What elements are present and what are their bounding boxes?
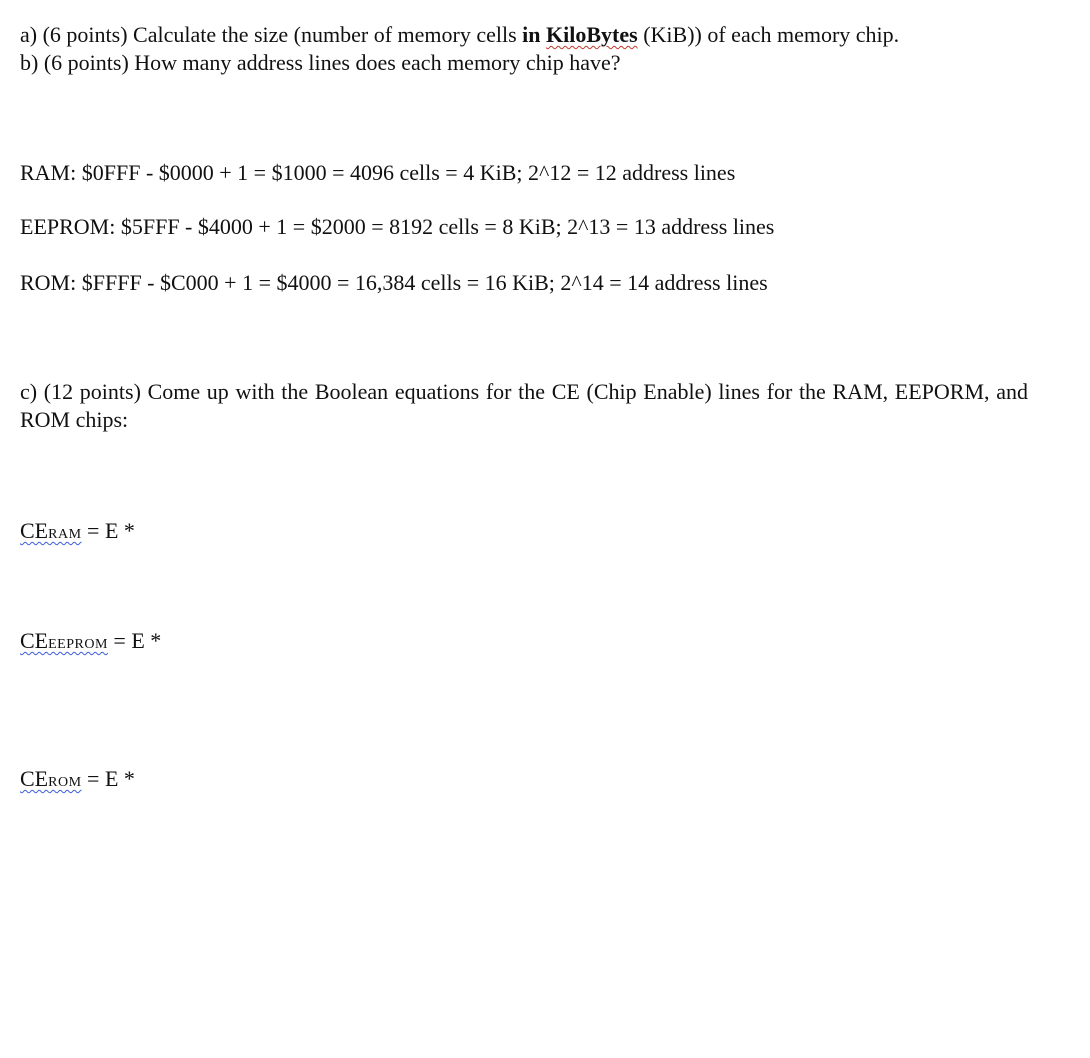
- question-a-prefix: a) (6 points) Calculate the size (number of memory cells: [20, 22, 523, 47]
- ce-rom-ce: CE: [20, 766, 49, 791]
- answer-eeprom: EEPROM: $5FFF - $4000 + 1 = $2000 = 8192 cells = 8 KiB; 2^13 = 13 address lines: [20, 214, 775, 239]
- ce-rom-label: [20, 766, 82, 791]
- answer-ram: RAM: $0FFF - $0000 + 1 = $1000 = 4096 cells = 4 KiB; 2^12 = 12 address lines: [20, 160, 736, 185]
- question-a-bold-in: in: [522, 22, 541, 47]
- equation-ce-ram: [20, 518, 135, 544]
- ce-eeprom-ce: CE: [20, 628, 49, 653]
- ce-eeprom-sub: EEPROM: [48, 637, 108, 652]
- ce-eeprom-label: [20, 628, 108, 653]
- question-a-bold-kilobytes: KiloBytes: [546, 22, 638, 47]
- ce-ram-sub: RAM: [48, 527, 82, 542]
- ce-ram-rhs: = E *: [81, 518, 135, 543]
- ce-ram-ce: CE: [20, 518, 49, 543]
- question-a: [20, 24, 899, 46]
- ce-ram-label: [20, 518, 82, 543]
- ce-rom-sub: ROM: [48, 775, 82, 790]
- question-a-suffix: (KiB)) of each memory chip.: [637, 22, 900, 47]
- question-c: c) (12 points) Come up with the Boolean equations for the CE (Chip Enable) lines for the RAM, EEPORM, and ROM chips:: [20, 379, 1028, 432]
- ce-eeprom-rhs: = E *: [107, 628, 162, 653]
- question-b: b) (6 points) How many address lines does each memory chip have?: [20, 50, 621, 75]
- answer-rom: ROM: $FFFF - $C000 + 1 = $4000 = 16,384 cells = 16 KiB; 2^14 = 14 address lines: [20, 270, 768, 295]
- equation-ce-eeprom: [20, 628, 161, 654]
- ce-rom-rhs: = E *: [81, 766, 135, 791]
- equation-ce-rom: [20, 766, 135, 792]
